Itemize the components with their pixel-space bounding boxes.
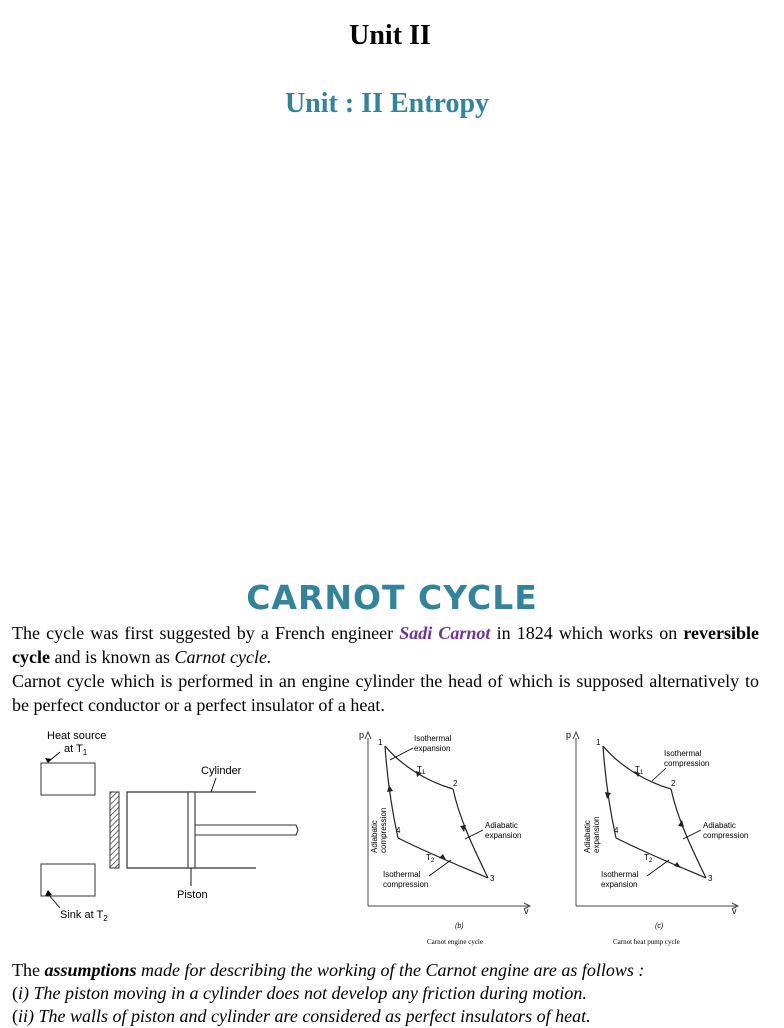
point-3-label: 3: [708, 874, 713, 883]
isothermal-expansion-label: Isothermal expansion: [414, 734, 452, 753]
heat-source-box: [41, 763, 95, 795]
adiabatic-compression-label: Adiabatic compression: [703, 821, 749, 840]
intro-text: and is known as: [49, 647, 175, 667]
sink-box: [41, 864, 95, 896]
person-name: Sadi Carnot: [399, 623, 491, 643]
intro-paragraph-2: Carnot cycle which is performed in an engine cylinder the head of which is supposed alternatively to be perfect conductor or a perfect insulator of a heat.: [12, 671, 759, 715]
cylinder-pointer: [211, 778, 216, 792]
t2-label: $T_2$: [644, 853, 653, 864]
point-3-label: 3: [490, 874, 495, 883]
point-1-label: 1: [378, 738, 383, 747]
t2-label: $T_2$: [426, 853, 435, 864]
point-2-label: 2: [671, 779, 676, 788]
point-2-label: 2: [453, 779, 458, 788]
paren: (: [12, 1006, 18, 1026]
p-axis-label: p: [566, 730, 572, 740]
bold-term: reversible cycle: [12, 623, 759, 667]
carnot-engine-cycle-figure: [355, 726, 555, 951]
figure-b-caption: Carnot engine cycle: [427, 938, 483, 946]
carnot-apparatus-figure: [0, 722, 310, 927]
figure-c-caption: Carnot heat pump cycle: [613, 938, 680, 946]
point-4-label: 4: [614, 826, 619, 835]
figure-b-label: (b): [455, 923, 464, 930]
cylinder-label: Cylinder: [201, 765, 242, 777]
piston-label: Piston: [177, 889, 208, 901]
assumptions-term: assumptions: [44, 960, 137, 980]
piston: [188, 792, 195, 868]
heat-source-temp-label: at $T_1$: [64, 743, 88, 757]
heat-source-label: Heat source: [47, 730, 107, 742]
v-axis-label: v: [732, 906, 737, 916]
intro-text: The cycle was first suggested by a French engineer: [12, 623, 400, 643]
assumptions-section: [12, 959, 762, 1028]
adiabatic-expansion-label: Adiabaticexpansion: [583, 816, 601, 853]
callout-line: [652, 768, 666, 781]
isothermal-expansion-label: Isothermal expansion: [601, 870, 639, 889]
assumption-item-1: [12, 982, 762, 1005]
assumption-text: ii) The walls of piston and cylinder are considered as perfect insulators of heat.: [18, 1006, 591, 1026]
arrowhead: [573, 732, 579, 739]
paren: (: [12, 983, 18, 1003]
assumptions-text: made for describing the working of the Carnot engine are as follows :: [136, 960, 645, 980]
section-title: CARNOT CYCLE: [246, 578, 538, 617]
assumptions-text: The: [12, 960, 45, 980]
figure-c-label: (c): [655, 923, 664, 930]
p-axis-label: p: [359, 730, 365, 740]
assumptions-lead: [12, 959, 762, 982]
adiabatic-expansion-curve: [453, 789, 488, 878]
unit-title: Unit : II Entropy: [284, 88, 490, 119]
arrowhead: [387, 785, 393, 792]
arrowhead: [605, 792, 611, 799]
italic-term: Carnot cycle.: [174, 647, 272, 667]
t1-label: $T_1$: [635, 765, 644, 776]
arrowhead: [45, 758, 52, 763]
piston-rod: [195, 825, 298, 835]
arrowhead: [365, 732, 371, 739]
point-4-label: 4: [396, 826, 401, 835]
isothermal-compression-label: Isothermal compression: [664, 749, 710, 768]
intro-paragraph-1: [12, 621, 759, 669]
callout-line: [390, 748, 413, 760]
assumption-text: i) The piston moving in a cylinder does not develop any friction during motion.: [18, 983, 587, 1003]
isothermal-compression-label: Isothermal compression: [383, 870, 429, 889]
intro-text: in 1824 which works on: [490, 623, 684, 643]
v-axis-label: v: [524, 906, 529, 916]
carnot-heat-pump-cycle-figure: [566, 726, 768, 951]
adiabatic-expansion-label: Adiabatic expansion: [485, 821, 522, 840]
arrowhead: [674, 862, 681, 868]
unit-heading: Unit II: [349, 20, 431, 51]
adiabatic-expansion-curve: [603, 746, 616, 838]
sink-label: Sink at $T_2$: [60, 909, 108, 923]
insulating-cap: [110, 792, 119, 868]
t1-label: $T_1$: [417, 765, 426, 776]
point-1-label: 1: [596, 738, 601, 747]
assumption-item-2: [12, 1005, 762, 1028]
adiabatic-compression-label: Adiabaticcompression: [370, 807, 388, 853]
